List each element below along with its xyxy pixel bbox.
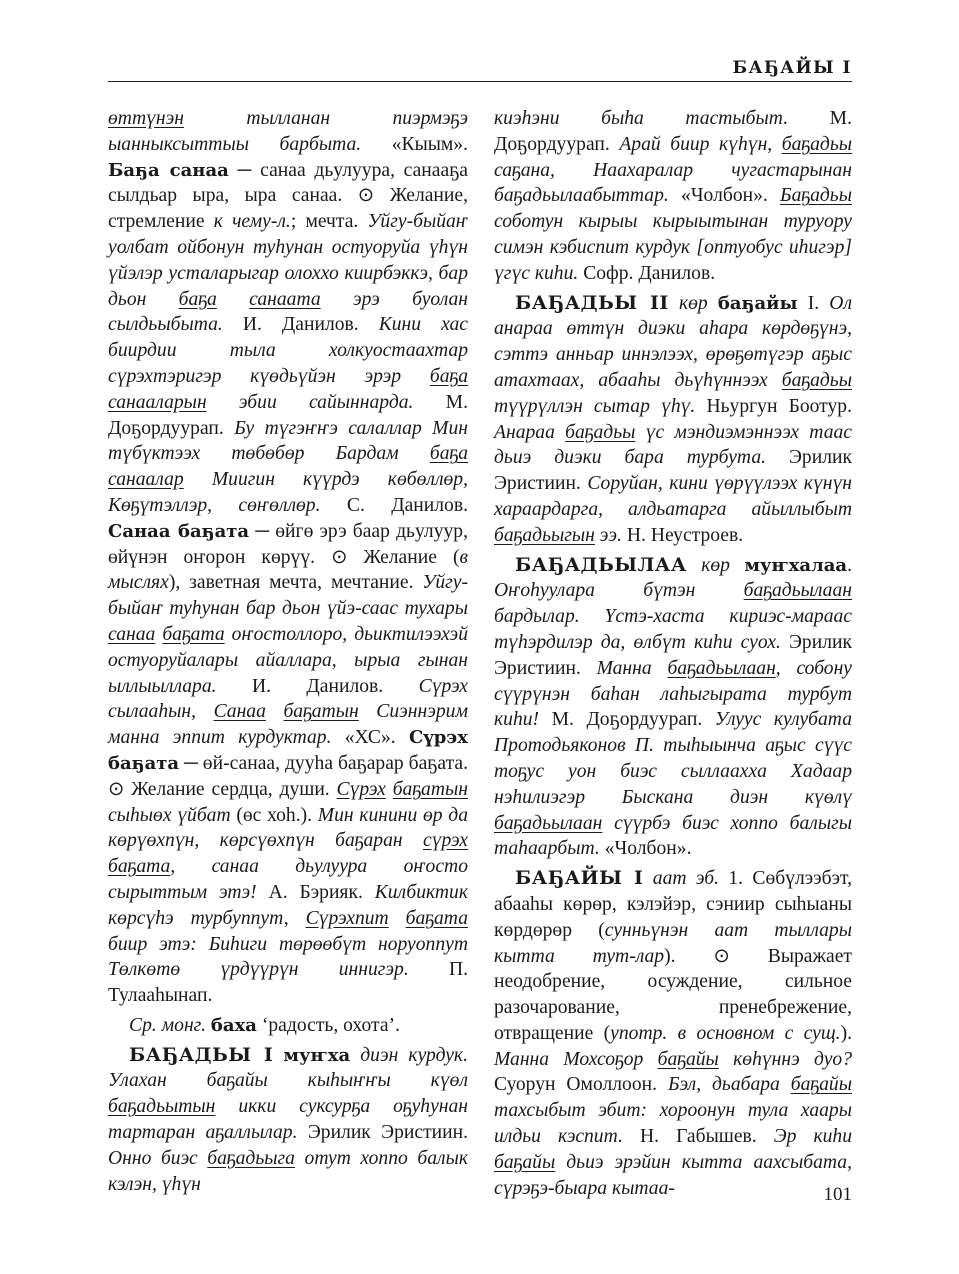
text-run: Соруйан, кини үөрүүлээх күнүн хараардарга, алдьатарга айыллыбыт — [494, 473, 853, 520]
example-keyword: санаата — [249, 288, 321, 310]
headword: БАҔАДЬЫ I — [129, 1043, 274, 1066]
left-column — [108, 106, 468, 1197]
example-keyword: баҕадьытын — [108, 1096, 216, 1118]
text-run — [687, 555, 701, 576]
text-run: эбии сайыннарда. — [206, 391, 414, 413]
text-run: к чему-л. — [213, 211, 291, 233]
text-run: ─ өй-санаа, дууһа баҕарар баҕата. ⊙ Желание сердца, души. — [108, 752, 468, 800]
text-run — [266, 701, 284, 722]
text-run: биир этэ: Биһиги төрөөбүт норуоппут Төлкөтө үрдүүрүн иннигэр. — [108, 933, 468, 981]
bold-term: Баҕа санаа — [108, 159, 229, 181]
example-keyword: өттүнэн — [108, 108, 184, 129]
running-header — [0, 52, 959, 84]
text-run: С. Данилов. — [320, 494, 468, 516]
text-run: ; мечта. — [290, 211, 368, 233]
headword: БАҔАДЬЫ II — [515, 291, 669, 314]
text-run: сыһыөх үйбат — [108, 804, 231, 826]
text-run: Ол анараа өттүн диэки аһара көрдөҕүнэ, сэттэ анньар иннэлээх, өрөҕөтүгэр аҕыс атахтаах, абааһы дьүһүннээх — [494, 292, 852, 391]
text-run: Эрилик Эристиин. — [494, 447, 852, 495]
entry-paragraph — [108, 1043, 468, 1198]
text-run: сунньүнэн аат тыллары кытта тут-лар — [494, 919, 852, 967]
example-keyword: баҕайы — [657, 1048, 719, 1070]
text-run: ). — [840, 1022, 852, 1044]
text-run — [669, 293, 679, 314]
example-keyword: баҕадьыгын — [494, 524, 595, 546]
text-run: ээ. — [594, 524, 622, 546]
example-keyword: баҕадьылаан — [667, 657, 776, 679]
text-run: 1. Сөбүлээбэт, абааһы көрөр, кэлэйэр, сэниир сыһыаны көрдөрөр ( — [494, 868, 852, 941]
text-run: ‘радость, охота’. — [256, 1014, 400, 1036]
example-keyword: баҕатын — [392, 778, 468, 800]
example-keyword: баҕайы — [494, 1151, 556, 1173]
text-run: киэһэни быһа тастыбыт. — [494, 108, 789, 129]
text-run: Улуус кулубата Протодьяконов П. тыһыынча аҕыс сүүс тоҕус уон биэс сыллааххa Хадаар нэһилиэгэр Быскана диэн күөлү — [494, 709, 852, 808]
text-run: сүүрбэ биэс хоппо балыгы таһаарбыт. — [494, 812, 852, 860]
example-keyword: баҕадьылаан — [494, 812, 603, 834]
text-run: И. Данилов. — [216, 675, 419, 697]
text-run: Онно биэс — [108, 1147, 208, 1169]
text-run: Уйгу-быйаҥ уолбат ойбонун туһунан остуоруйа үһүн үйэлэр усталарыгар олоххо киирбэккэ, бар дьон — [108, 211, 468, 310]
text-run: Н. Неустроев. — [621, 524, 744, 546]
text-run — [389, 908, 406, 929]
text-run: Уйгу-быйаҥ туһунан бар дьон үйэ-саас тухары — [108, 572, 468, 620]
text-run: Эр киһи — [773, 1126, 852, 1148]
text-run: Софр. Данилов. — [578, 262, 716, 284]
example-keyword: Сүрэхпит — [305, 907, 389, 929]
bold-term: баҕайы — [717, 292, 798, 314]
example-keyword: баҕадьы — [781, 133, 853, 155]
text-run: I. — [797, 292, 830, 314]
text-run: в мыслях — [108, 546, 468, 594]
text-run: соботун кырыы кырыытынан туруору симэн кэбиспит курдук [оптуобус иһигэр] үгүс киһи. — [494, 211, 852, 284]
text-run: Арай биир күһүн, — [619, 133, 782, 155]
entry-paragraph — [494, 553, 852, 863]
text-run: «Чолбон». — [599, 838, 692, 860]
etymology-note — [108, 1013, 468, 1039]
text-run: түүрүллэн сытар үһү. — [494, 395, 696, 417]
text-run: Мин кинини өр да көрүөхпүн, көрсүөхпүн баҕаран — [108, 804, 469, 852]
text-run: Ньургун Боотур. — [695, 395, 852, 417]
text-run — [217, 289, 249, 310]
headword: БАҔАДЬЫЛАА — [515, 553, 687, 576]
text-run: ), заветная мечта, мечтание. — [168, 572, 423, 594]
text-run: Килбиктик көрсүһэ турбуппут, — [108, 881, 469, 929]
text-run: Манна — [596, 657, 668, 679]
entry-paragraph — [494, 106, 852, 287]
text-run: саҕана, Наахаралар чугастарынан баҕадьылаабыттар. — [494, 159, 852, 207]
example-keyword: баҕадьылаан — [743, 580, 852, 602]
text-run: көр — [701, 554, 730, 576]
text-run: ). ⊙ Выражает неодобрение, осуждение, сильное разочарование, пренебрежение, отвращение ( — [494, 945, 852, 1044]
example-keyword: санааларын — [108, 391, 207, 413]
bold-term: баха — [210, 1014, 257, 1036]
text-run: . — [847, 554, 852, 576]
text-run: , санаа дьулуура оҥосто сырыттым этэ! — [108, 856, 468, 903]
text-run: «Кыым». — [361, 133, 468, 155]
example-keyword: баҕа — [429, 365, 468, 387]
example-keyword: баҕа — [178, 288, 217, 310]
text-run: ─ өйгө эрэ баар дьулуур, өйүнэн оҥорон көрүү. ⊙ Желание ( — [108, 520, 468, 568]
text-run — [730, 555, 744, 576]
text-run: эрэ буолан сылдьыбыта. — [108, 288, 469, 336]
text-run: М. Доҕордуурап. — [494, 108, 852, 155]
text-run: дьиэ эрэйин кытта аахсыбата, сүрэҕэ-быара кытаа- — [494, 1151, 852, 1199]
text-run — [386, 779, 393, 800]
text-run: П. Тулааһынап. — [108, 959, 468, 1007]
entry-paragraph — [494, 291, 852, 549]
example-keyword: санаа — [108, 623, 156, 645]
text-run: М. Доҕордуурап. — [539, 709, 715, 731]
example-keyword: баҕайы — [790, 1074, 852, 1096]
text-run: И. Данилов. — [222, 314, 379, 336]
text-run: отут хоппо балык кэлэн, үһүн — [108, 1147, 469, 1195]
example-keyword: баҕадьы — [565, 421, 636, 443]
example-keyword: Сүрэх — [336, 778, 386, 800]
text-run: тахсыбыт эбит: хороонун тула хаары илдьи кэспит. — [494, 1100, 852, 1148]
bold-term: Санаа баҕата — [108, 520, 250, 542]
example-keyword: сүрэх баҕата — [108, 830, 468, 878]
text-run: Бу түгэҥҥэ салаллар Мин түбүктээх төбөбөр Бардам — [108, 417, 468, 465]
text-run: икки суксурҕа оҕуһунан тартаран аҕаллылар. — [108, 1096, 468, 1144]
text-run: Суорун Омоллоон. — [494, 1074, 668, 1096]
example-keyword: баҕадьы — [781, 369, 852, 391]
example-keyword: санаалар — [108, 469, 184, 491]
text-run: «ХС». — [331, 727, 409, 749]
headword: БАҔАЙЫ I — [515, 867, 644, 890]
text-run: Миигин күүрдэ көбөллөр, Көҕүтэллэр, сөҥөллөр. — [108, 469, 468, 516]
text-run — [643, 868, 652, 889]
example-keyword: Санаа — [213, 701, 266, 723]
text-run: ─ санаа дьулуура, санааҕа сылдьар ыра, ыра санаа. ⊙ Желание, стремление — [108, 159, 468, 233]
text-run: үс мэндиэмэннээх таас дьиэ диэки бара турбута. — [494, 421, 852, 469]
text-run — [273, 1045, 283, 1066]
text-run: Бэл, дьабара — [667, 1074, 791, 1096]
example-keyword: Баҕадьы — [780, 185, 852, 207]
entry-paragraph — [108, 106, 468, 1009]
bold-term: муҥхалаа — [744, 554, 848, 576]
text-run — [350, 1045, 360, 1066]
text-run — [708, 293, 718, 314]
text-run: Анараа — [494, 421, 566, 443]
example-keyword: баҕата — [405, 907, 468, 929]
text-run: диэн курдук. Улахан баҕайы кыһыҥҥы күөл — [108, 1044, 468, 1092]
text-run: , собону сүүрүнэн баһан лаһыгырата турбут киһи! — [494, 657, 853, 731]
text-run: тылланан пиэрмэҕэ ыанныксыттыы барбыта. — [108, 108, 468, 155]
bold-term: муҥха — [283, 1044, 351, 1066]
example-keyword: баҕатын — [283, 701, 359, 723]
text-run: аат эб. — [652, 868, 719, 890]
right-column — [494, 106, 852, 1201]
text-run: (өс хоһ.). — [230, 804, 318, 826]
text-run: Эрилик Эристиин. — [297, 1122, 468, 1144]
example-keyword: баҕа — [429, 443, 468, 465]
entry-paragraph — [494, 866, 852, 1201]
running-header-title: БАҔАЙЫ I — [732, 58, 852, 78]
text-run: бардылар. Үстэ-хаста кириэс-мараас түһэрдилэр да, өлбүт киһи суох. — [494, 606, 852, 653]
text-run: А. Бэрияк. — [256, 881, 375, 903]
text-run: «Чолбон». — [668, 185, 781, 207]
text-run: употр. в основном с сущ. — [610, 1022, 841, 1044]
text-run: Н. Габышев. — [622, 1126, 774, 1148]
text-run: Кини хас биирдии тыла холкуостаахтар сүрэхтэригэр күөдьүйэн эрэр — [108, 314, 468, 387]
text-run: Ср. монг. — [129, 1014, 211, 1036]
text-run: Сиэннэрим манна эппит курдуктар. — [108, 701, 468, 749]
text-run: Эрилик Эристиин. — [494, 631, 852, 679]
text-run: Оҥоһуулара бүтэн — [494, 580, 744, 602]
text-run: көһүннэ дуо? — [718, 1048, 852, 1070]
text-run: көр — [678, 292, 708, 314]
page-number: 101 — [823, 1184, 852, 1205]
bold-term: Сүрэх баҕата — [108, 727, 468, 774]
text-run: Сүрэх сылааһын, — [108, 675, 468, 723]
example-keyword: баҕадьыга — [207, 1147, 295, 1169]
text-run: Манна Мохсоҕор — [494, 1048, 658, 1070]
example-keyword: баҕата — [162, 623, 225, 645]
header-rule — [108, 81, 852, 82]
text-run: М. Доҕордуурап. — [108, 391, 468, 439]
text-run: оҥостоллоро, дьиктилээхэй остуоруйалары айаллара, ырыа гынан ыллыыллара. — [108, 623, 468, 697]
